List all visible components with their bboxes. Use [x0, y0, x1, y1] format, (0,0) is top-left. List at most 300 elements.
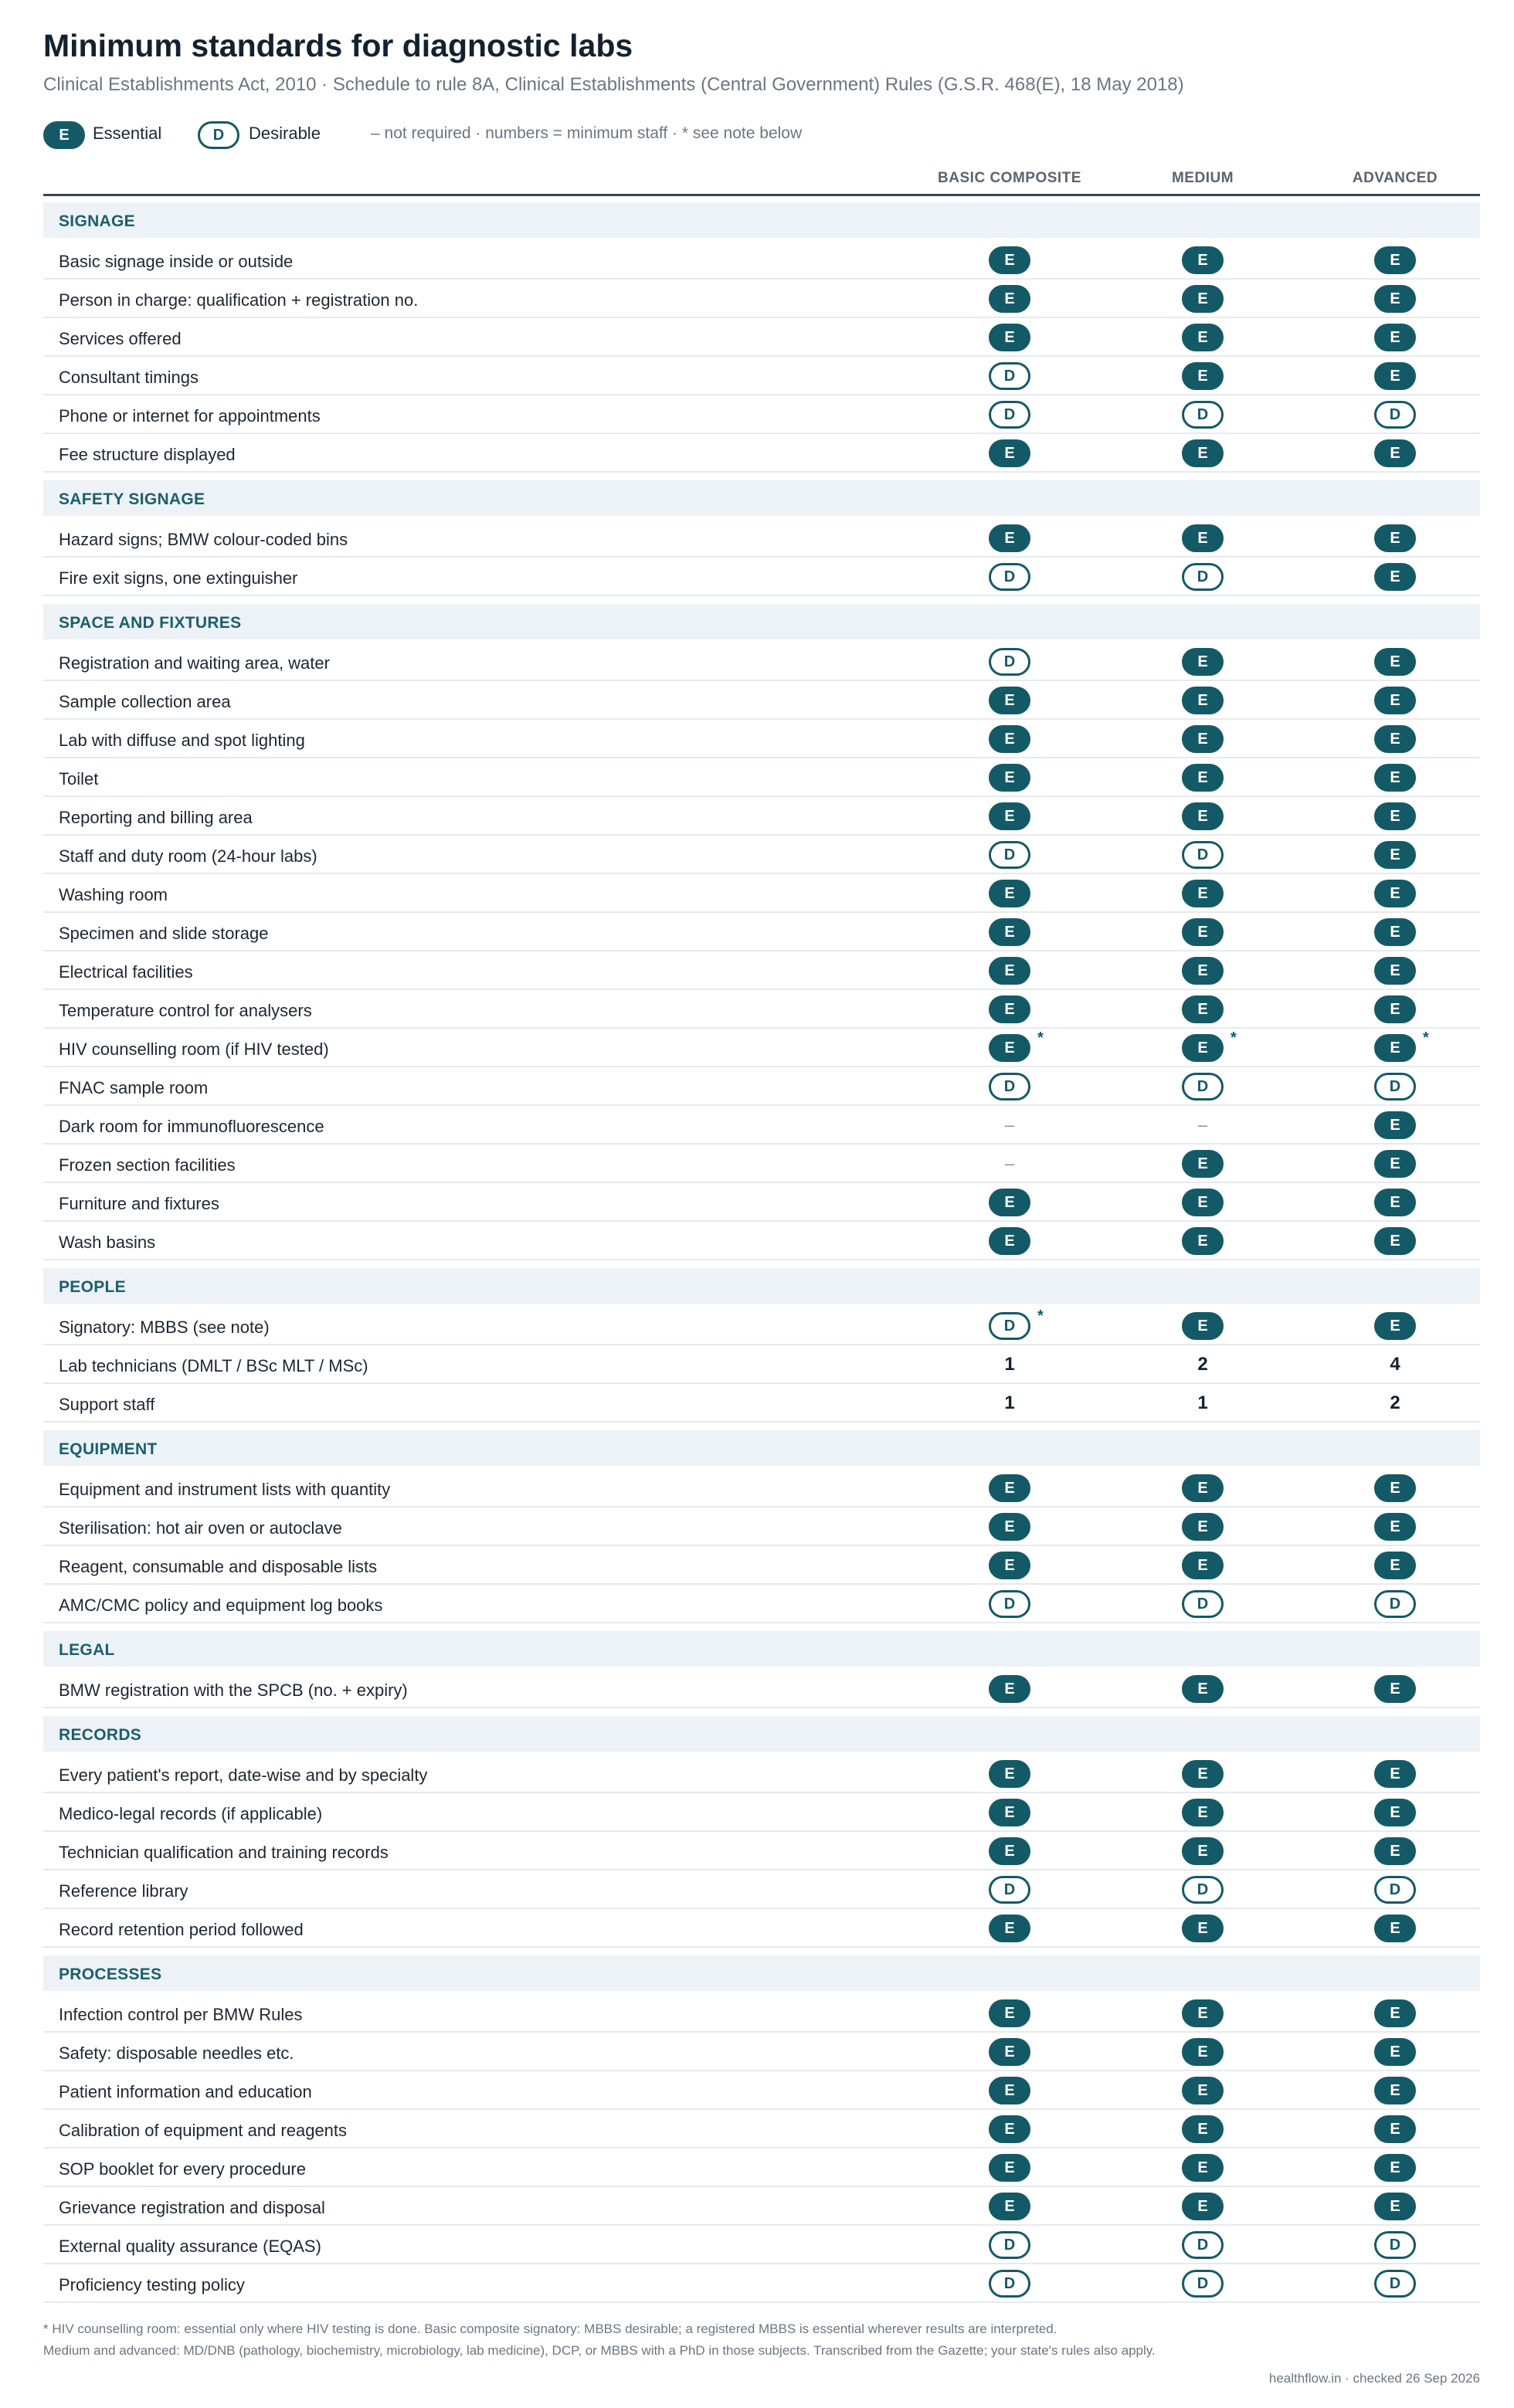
- essential-badge: E: [1374, 1034, 1416, 1062]
- essential-badge: E: [1182, 1150, 1224, 1178]
- cell-advanced: [1341, 1474, 1449, 1502]
- cell-medium: [1149, 764, 1257, 792]
- essential-badge: E: [1182, 2193, 1224, 2220]
- cell-medium: [1149, 2270, 1257, 2298]
- credit-line: healthflow.in · checked 26 Sep 2026: [1268, 2371, 1480, 2386]
- essential-badge: E: [989, 1227, 1030, 1255]
- cell-medium: [1149, 2077, 1257, 2104]
- section-title: SPACE AND FIXTURES: [59, 614, 242, 632]
- table-row: [43, 241, 1480, 280]
- essential-badge: E: [1182, 246, 1224, 274]
- header-rule: [43, 194, 1480, 196]
- row-label: Support staff: [59, 1395, 155, 1414]
- cell-medium: [1149, 1389, 1257, 1417]
- essential-badge: E: [1374, 1799, 1416, 1826]
- staff-count: 1: [1197, 1392, 1208, 1413]
- not-required-dash: –: [1004, 1154, 1015, 1173]
- row-label: Specimen and slide storage: [59, 924, 269, 943]
- cell-advanced: [1341, 1389, 1449, 1417]
- essential-badge: E: [1182, 995, 1224, 1023]
- row-label: Wash basins: [59, 1233, 156, 1252]
- cell-medium: [1149, 802, 1257, 830]
- table-row: [43, 758, 1480, 797]
- section-title: LEGAL: [59, 1641, 115, 1659]
- essential-badge: E: [1182, 1474, 1224, 1502]
- essential-badge: E: [1374, 1312, 1416, 1340]
- row-label: Temperature control for analysers: [59, 1001, 312, 1020]
- desirable-badge: D: [989, 2231, 1030, 2259]
- cell-advanced: [1341, 2231, 1449, 2259]
- cell-basic-composite: [956, 1150, 1064, 1178]
- essential-badge: E: [989, 1552, 1030, 1579]
- cell-basic-composite: [956, 2154, 1064, 2182]
- cell-basic-composite: [956, 401, 1064, 429]
- cell-advanced: [1341, 563, 1449, 591]
- essential-badge: E: [989, 1799, 1030, 1826]
- row-label: Safety: disposable needles etc.: [59, 2043, 294, 2063]
- essential-badge: E: [1374, 1999, 1416, 2027]
- essential-badge: E: [1374, 1837, 1416, 1865]
- cell-advanced: [1341, 2193, 1449, 2220]
- cell-medium: [1149, 1837, 1257, 1865]
- essential-badge: E: [1374, 841, 1416, 869]
- table-row: [43, 797, 1480, 836]
- cell-advanced: [1341, 1111, 1449, 1139]
- cell-medium: [1149, 687, 1257, 714]
- essential-badge: E: [1182, 524, 1224, 552]
- essential-badge: E: [989, 1915, 1030, 1942]
- essential-badge: E: [989, 2193, 1030, 2220]
- table-row: [43, 1145, 1480, 1183]
- cell-medium: [1149, 1675, 1257, 1703]
- row-label: Hazard signs; BMW colour-coded bins: [59, 530, 348, 549]
- section-header-signage: [43, 202, 1480, 238]
- cell-advanced: [1341, 2038, 1449, 2066]
- essential-badge: E: [989, 2115, 1030, 2143]
- essential-badge: E: [1182, 285, 1224, 313]
- section-header-people: [43, 1268, 1480, 1304]
- essential-badge: E: [1374, 648, 1416, 676]
- table-row: [43, 951, 1480, 990]
- essential-badge: E: [1182, 1999, 1224, 2027]
- essential-badge: E: [1374, 880, 1416, 907]
- row-label: Patient information and education: [59, 2082, 312, 2101]
- cell-basic-composite: [956, 563, 1064, 591]
- cell-advanced: [1341, 1312, 1449, 1340]
- cell-advanced: [1341, 2115, 1449, 2143]
- cell-advanced: [1341, 687, 1449, 714]
- cell-advanced: [1341, 401, 1449, 429]
- essential-badge: E: [1182, 2154, 1224, 2182]
- table-row: [43, 1832, 1480, 1870]
- section-title: RECORDS: [59, 1726, 142, 1744]
- essential-badge: E: [1182, 687, 1224, 714]
- table-row: [43, 2033, 1480, 2071]
- essential-badge: E: [989, 1474, 1030, 1502]
- cell-basic-composite: [956, 2231, 1064, 2259]
- table-row: [43, 2264, 1480, 2303]
- row-label: Reagent, consumable and disposable lists: [59, 1557, 378, 1576]
- cell-medium: [1149, 880, 1257, 907]
- page-subtitle: Clinical Establishments Act, 2010 · Schedule to rule 8A, Clinical Establishments (Central Government) Rules (G.S.R. 468(E), 18 May 2018): [43, 74, 1184, 95]
- cell-medium: [1149, 1351, 1257, 1379]
- essential-badge: E: [1182, 2077, 1224, 2104]
- table-row: [43, 836, 1480, 874]
- cell-medium: [1149, 1227, 1257, 1255]
- essential-badge: E: [989, 1034, 1030, 1062]
- cell-advanced: [1341, 1351, 1449, 1379]
- section-title: SAFETY SIGNAGE: [59, 490, 205, 508]
- essential-badge: E: [989, 324, 1030, 351]
- row-label: Toilet: [59, 769, 99, 789]
- cell-medium: [1149, 1590, 1257, 1618]
- cell-advanced: [1341, 802, 1449, 830]
- table-row: [43, 1106, 1480, 1145]
- row-label: Infection control per BMW Rules: [59, 2005, 303, 2024]
- row-label: BMW registration with the SPCB (no. + expiry): [59, 1681, 408, 1700]
- row-label: Fire exit signs, one extinguisher: [59, 568, 298, 588]
- essential-badge: E: [989, 1760, 1030, 1788]
- cell-medium: [1149, 1312, 1257, 1340]
- section-header-processes: [43, 1955, 1480, 1991]
- essential-badge: E: [1374, 764, 1416, 792]
- cell-basic-composite: [956, 1111, 1064, 1139]
- cell-advanced: [1341, 1999, 1449, 2027]
- column-headers: [43, 165, 1480, 196]
- cell-medium: [1149, 1552, 1257, 1579]
- essential-badge: E: [1374, 725, 1416, 753]
- cell-advanced: [1341, 880, 1449, 907]
- row-label: Grievance registration and disposal: [59, 2198, 325, 2217]
- footnote-hiv-and-signatory: * HIV counselling room: essential only where HIV testing is done. Basic composite signatory: MBBS desirable; a registered MBBS is essential wherever results are interpreted.: [43, 2322, 1057, 2336]
- desirable-badge: D: [1182, 1590, 1224, 1618]
- section-header-records: [43, 1716, 1480, 1752]
- table-row: [43, 1307, 1480, 1345]
- cell-basic-composite: [956, 687, 1064, 714]
- essential-badge: E: [1182, 1915, 1224, 1942]
- table-row: [43, 720, 1480, 758]
- column-header-advanced: ADVANCED: [1352, 170, 1438, 186]
- cell-basic-composite: [956, 1389, 1064, 1417]
- essential-badge: E: [1374, 1760, 1416, 1788]
- cell-advanced: [1341, 957, 1449, 985]
- row-label: Record retention period followed: [59, 1920, 304, 1939]
- cell-medium: [1149, 324, 1257, 351]
- cell-advanced: [1341, 648, 1449, 676]
- essential-badge: E: [1374, 1675, 1416, 1703]
- essential-badge: E: [989, 1999, 1030, 2027]
- table-row: [43, 2187, 1480, 2226]
- row-label: Every patient's report, date-wise and by specialty: [59, 1765, 428, 1785]
- cell-medium: [1149, 1799, 1257, 1826]
- essential-badge: E: [1182, 2115, 1224, 2143]
- legend-desirable-badge: D: [198, 121, 239, 149]
- table-row: [43, 395, 1480, 434]
- cell-medium: [1149, 2193, 1257, 2220]
- table-row: [43, 2149, 1480, 2187]
- section-title: PEOPLE: [59, 1278, 126, 1296]
- essential-badge: E: [1182, 362, 1224, 390]
- desirable-badge: D: [1374, 401, 1416, 429]
- essential-badge: E: [1374, 439, 1416, 467]
- cell-medium: [1149, 725, 1257, 753]
- cell-basic-composite: [956, 918, 1064, 946]
- cell-advanced: [1341, 439, 1449, 467]
- essential-badge: E: [989, 285, 1030, 313]
- cell-basic-composite: [956, 1474, 1064, 1502]
- cell-medium: [1149, 1999, 1257, 2027]
- legend-note: – not required · numbers = minimum staff · * see note below: [371, 124, 803, 142]
- cell-basic-composite: [956, 2115, 1064, 2143]
- section-header-legal: [43, 1631, 1480, 1667]
- row-label: Reference library: [59, 1881, 188, 1901]
- essential-badge: E: [1374, 995, 1416, 1023]
- cell-medium: [1149, 1073, 1257, 1101]
- desirable-badge: D: [1374, 1073, 1416, 1101]
- table-row: [43, 643, 1480, 681]
- footnote-asterisk: *: [1037, 1029, 1044, 1046]
- essential-badge: E: [1182, 439, 1224, 467]
- row-label: Basic signage inside or outside: [59, 252, 294, 271]
- cell-advanced: [1341, 362, 1449, 390]
- cell-basic-composite: [956, 995, 1064, 1023]
- cell-advanced: [1341, 1029, 1449, 1062]
- cell-basic-composite: [956, 246, 1064, 274]
- table-row: [43, 681, 1480, 720]
- row-label: Phone or internet for appointments: [59, 406, 321, 426]
- cell-advanced: [1341, 1189, 1449, 1216]
- cell-advanced: [1341, 2077, 1449, 2104]
- table-row: [43, 874, 1480, 913]
- cell-basic-composite: [956, 2038, 1064, 2066]
- row-label: Services offered: [59, 329, 182, 348]
- cell-advanced: [1341, 324, 1449, 351]
- desirable-badge: D: [989, 841, 1030, 869]
- cell-basic-composite: [956, 524, 1064, 552]
- row-label: Consultant timings: [59, 368, 199, 387]
- row-label: Signatory: MBBS (see note): [59, 1318, 270, 1337]
- desirable-badge: D: [1182, 841, 1224, 869]
- essential-badge: E: [1374, 2115, 1416, 2143]
- table-row: [43, 1755, 1480, 1793]
- cell-medium: [1149, 1876, 1257, 1904]
- page-title: Minimum standards for diagnostic labs: [43, 28, 633, 63]
- cell-basic-composite: [956, 1999, 1064, 2027]
- cell-advanced: [1341, 725, 1449, 753]
- legend: [43, 116, 1480, 150]
- cell-basic-composite: [956, 725, 1064, 753]
- row-label: Electrical facilities: [59, 962, 193, 982]
- cell-advanced: [1341, 1675, 1449, 1703]
- cell-basic-composite: [956, 1029, 1064, 1062]
- cell-basic-composite: [956, 1227, 1064, 1255]
- cell-basic-composite: [956, 1552, 1064, 1579]
- not-required-dash: –: [1004, 1115, 1015, 1134]
- essential-badge: E: [1182, 1312, 1224, 1340]
- cell-advanced: [1341, 1150, 1449, 1178]
- essential-badge: E: [1374, 324, 1416, 351]
- cell-basic-composite: [956, 1351, 1064, 1379]
- table-row: [43, 1546, 1480, 1585]
- row-label: Lab technicians (DMLT / BSc MLT / MSc): [59, 1356, 368, 1375]
- desirable-badge: D: [989, 648, 1030, 676]
- row-label: HIV counselling room (if HIV tested): [59, 1040, 329, 1059]
- essential-badge: E: [1182, 1227, 1224, 1255]
- cell-medium: [1149, 1915, 1257, 1942]
- table-row: [43, 2110, 1480, 2149]
- cell-basic-composite: [956, 2077, 1064, 2104]
- row-label: Medico-legal records (if applicable): [59, 1804, 323, 1823]
- staff-count: 1: [1004, 1392, 1015, 1413]
- essential-badge: E: [1374, 1474, 1416, 1502]
- essential-badge: E: [989, 995, 1030, 1023]
- cell-medium: [1149, 401, 1257, 429]
- cell-medium: [1149, 2038, 1257, 2066]
- essential-badge: E: [1374, 362, 1416, 390]
- essential-badge: E: [1374, 687, 1416, 714]
- essential-badge: E: [989, 1189, 1030, 1216]
- row-label: Person in charge: qualification + registration no.: [59, 290, 419, 310]
- desirable-badge: D: [1182, 563, 1224, 591]
- row-label: Fee structure displayed: [59, 445, 236, 464]
- cell-medium: [1149, 1189, 1257, 1216]
- essential-badge: E: [1374, 563, 1416, 591]
- desirable-badge: D: [989, 401, 1030, 429]
- essential-badge: E: [1374, 802, 1416, 830]
- essential-badge: E: [1374, 918, 1416, 946]
- desirable-badge: D: [1182, 1073, 1224, 1101]
- cell-basic-composite: [956, 880, 1064, 907]
- essential-badge: E: [989, 880, 1030, 907]
- table-row: [43, 2071, 1480, 2110]
- cell-medium: [1149, 285, 1257, 313]
- cell-basic-composite: [956, 957, 1064, 985]
- row-label: Technician qualification and training records: [59, 1843, 389, 1862]
- essential-badge: E: [989, 2038, 1030, 2066]
- cell-basic-composite: [956, 764, 1064, 792]
- essential-badge: E: [1182, 2038, 1224, 2066]
- essential-badge: E: [1182, 1675, 1224, 1703]
- essential-badge: E: [1182, 1760, 1224, 1788]
- cell-medium: [1149, 439, 1257, 467]
- cell-basic-composite: [956, 2193, 1064, 2220]
- cell-advanced: [1341, 1590, 1449, 1618]
- cell-advanced: [1341, 1552, 1449, 1579]
- essential-badge: E: [1182, 324, 1224, 351]
- cell-basic-composite: [956, 285, 1064, 313]
- cell-basic-composite: [956, 1915, 1064, 1942]
- essential-badge: E: [989, 439, 1030, 467]
- cell-advanced: [1341, 1915, 1449, 1942]
- cell-medium: [1149, 563, 1257, 591]
- desirable-badge: D: [989, 1876, 1030, 1904]
- essential-badge: E: [1182, 648, 1224, 676]
- essential-badge: E: [1374, 2077, 1416, 2104]
- essential-badge: E: [1374, 1513, 1416, 1541]
- section-title: PROCESSES: [59, 1965, 162, 1983]
- row-label: Registration and waiting area, water: [59, 653, 330, 673]
- essential-badge: E: [1182, 1034, 1224, 1062]
- essential-badge: E: [1182, 1837, 1224, 1865]
- essential-badge: E: [1182, 1799, 1224, 1826]
- essential-badge: E: [1182, 725, 1224, 753]
- cell-advanced: [1341, 524, 1449, 552]
- cell-basic-composite: [956, 439, 1064, 467]
- cell-medium: [1149, 1111, 1257, 1139]
- row-label: Sterilisation: hot air oven or autoclave: [59, 1518, 342, 1538]
- cell-medium: [1149, 246, 1257, 274]
- cell-basic-composite: [956, 1513, 1064, 1541]
- essential-badge: E: [1182, 1513, 1224, 1541]
- cell-medium: [1149, 1474, 1257, 1502]
- cell-medium: [1149, 648, 1257, 676]
- section-header-equipment: [43, 1430, 1480, 1466]
- section-title: EQUIPMENT: [59, 1440, 158, 1458]
- row-label: Dark room for immunofluorescence: [59, 1117, 324, 1136]
- section-header-safety-signage: [43, 480, 1480, 516]
- footnote-qualifications: Medium and advanced: MD/DNB (pathology, biochemistry, microbiology, lab medicine), DCP, or MBBS with a PhD in those subjects. Transcribed from the Gazette; your state's rules also apply.: [43, 2343, 1156, 2358]
- desirable-badge: D: [989, 563, 1030, 591]
- staff-count: 4: [1390, 1354, 1400, 1375]
- cell-medium: [1149, 2115, 1257, 2143]
- cell-basic-composite: [956, 1876, 1064, 1904]
- desirable-badge: D: [989, 1312, 1030, 1340]
- essential-badge: E: [989, 725, 1030, 753]
- desirable-badge: D: [1182, 2270, 1224, 2298]
- essential-badge: E: [989, 957, 1030, 985]
- table-row: [43, 434, 1480, 473]
- cell-basic-composite: [956, 1307, 1064, 1340]
- desirable-badge: D: [1374, 1590, 1416, 1618]
- row-label: Washing room: [59, 885, 168, 904]
- desirable-badge: D: [1182, 1876, 1224, 1904]
- cell-basic-composite: [956, 2270, 1064, 2298]
- essential-badge: E: [1374, 246, 1416, 274]
- cell-basic-composite: [956, 648, 1064, 676]
- row-label: AMC/CMC policy and equipment log books: [59, 1596, 383, 1615]
- cell-advanced: [1341, 841, 1449, 869]
- staff-count: 1: [1004, 1354, 1015, 1375]
- cell-advanced: [1341, 285, 1449, 313]
- table-row: [43, 913, 1480, 951]
- cell-basic-composite: [956, 1799, 1064, 1826]
- cell-advanced: [1341, 2154, 1449, 2182]
- cell-advanced: [1341, 995, 1449, 1023]
- cell-advanced: [1341, 764, 1449, 792]
- cell-medium: [1149, 362, 1257, 390]
- row-label: Reporting and billing area: [59, 808, 253, 827]
- row-label: FNAC sample room: [59, 1078, 209, 1097]
- table-row: [43, 1067, 1480, 1106]
- desirable-badge: D: [1182, 2231, 1224, 2259]
- essential-badge: E: [989, 802, 1030, 830]
- essential-badge: E: [1374, 1552, 1416, 1579]
- row-label: Proficiency testing policy: [59, 2275, 245, 2294]
- essential-badge: E: [1182, 918, 1224, 946]
- table-row: [43, 1222, 1480, 1260]
- essential-badge: E: [989, 1675, 1030, 1703]
- essential-badge: E: [1182, 1189, 1224, 1216]
- desirable-badge: D: [1374, 1876, 1416, 1904]
- cell-medium: [1149, 1029, 1257, 1062]
- row-label: External quality assurance (EQAS): [59, 2237, 321, 2256]
- table-row: [43, 1793, 1480, 1832]
- table-row: [43, 1183, 1480, 1222]
- cell-advanced: [1341, 1227, 1449, 1255]
- cell-advanced: [1341, 2270, 1449, 2298]
- desirable-badge: D: [989, 1073, 1030, 1101]
- essential-badge: E: [1182, 957, 1224, 985]
